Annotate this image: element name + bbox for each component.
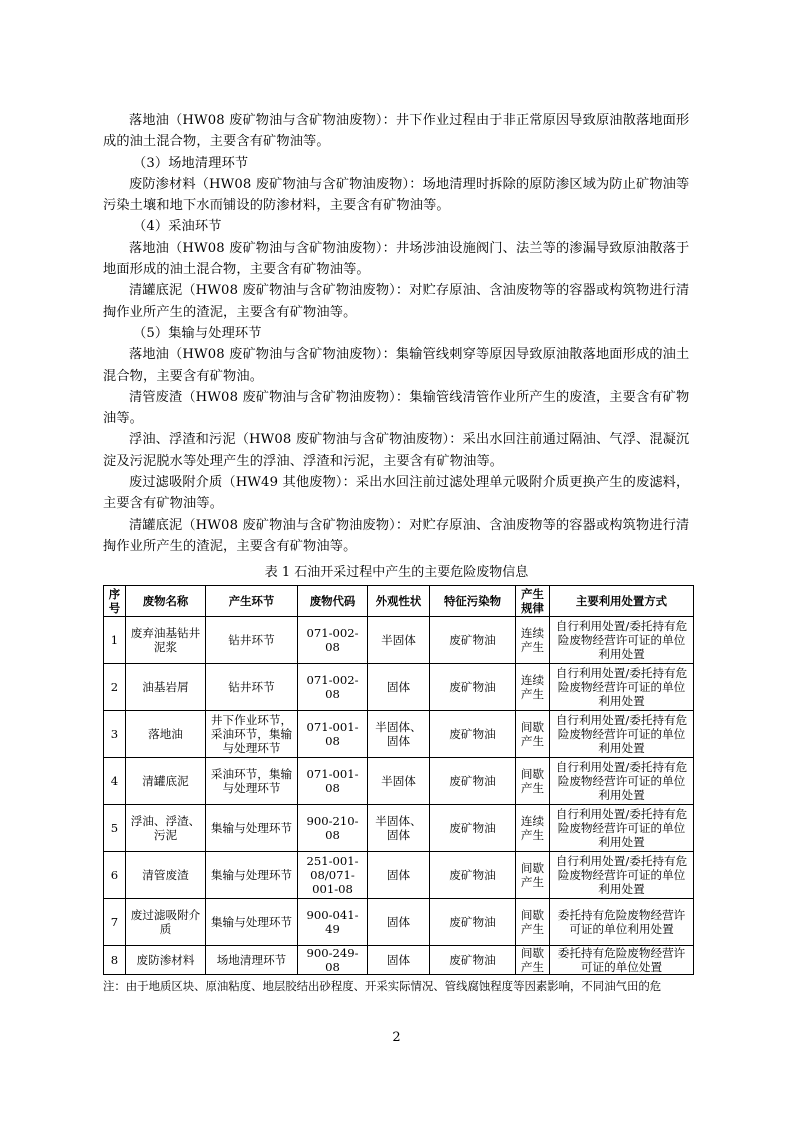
table-row [104, 617, 694, 664]
table-cell: 自行利用处置/委托持有危险废物经营许可证的单位利用处置 [550, 758, 694, 805]
table-cell: 固体 [368, 664, 430, 711]
table-cell: 251-001-08/071-001-08 [298, 852, 368, 899]
table-row [104, 711, 694, 758]
table-row [104, 852, 694, 899]
table-cell: 废矿物油 [430, 758, 516, 805]
table-cell: 071-001-08 [298, 711, 368, 758]
paragraph: 落地油（HW08 废矿物油与含矿物油废物）：集输管线刺穿等原因导致原油散落地面形成的油土混合物，主要含有矿物油。 [103, 347, 690, 384]
table-cell: 废矿物油 [430, 711, 516, 758]
table-cell: 6 [104, 852, 126, 899]
table-cell: 集输与处理环节 [206, 805, 298, 852]
table-cell: 油基岩屑 [126, 664, 206, 711]
table-cell: 071-002-08 [298, 617, 368, 664]
table-cell: 连续产生 [516, 664, 550, 711]
table-row [104, 805, 694, 852]
table-cell: 采油环节，集输与处理环节 [206, 758, 298, 805]
table-cell: 落地油 [126, 711, 206, 758]
table-cell: 委托持有危险废物经营许可证的单位利用处置 [550, 899, 694, 946]
paragraph: 清罐底泥（HW08 废矿物油与含矿物油废物）：对贮存原油、含油废物等的容器或构筑物进行清掏作业所产生的渣泥，主要含有矿物油等。 [103, 283, 690, 320]
body-text [103, 110, 693, 557]
table-cell: 废矿物油 [430, 805, 516, 852]
table-cell: 井下作业环节，采油环节，集输与处理环节 [206, 711, 298, 758]
table-cell: 半固体、固体 [368, 711, 430, 758]
table-cell: 集输与处理环节 [206, 852, 298, 899]
table-cell: 集输与处理环节 [206, 899, 298, 946]
table-cell: 场地清理环节 [206, 946, 298, 975]
section-heading: （4）采油环节 [133, 219, 222, 235]
table-cell: 8 [104, 946, 126, 975]
paragraph: 清罐底泥（HW08 废矿物油与含矿物油废物）：对贮存原油、含油废物等的容器或构筑物进行清掏作业所产生的渣泥，主要含有矿物油等。 [103, 517, 690, 554]
header-cell: 主要利用处置方式 [550, 586, 694, 617]
table-cell: 间歇产生 [516, 946, 550, 975]
header-cell: 废物代码 [298, 586, 368, 617]
table-cell: 5 [104, 805, 126, 852]
table-cell: 3 [104, 711, 126, 758]
table-cell: 自行利用处置/委托持有危险废物经营许可证的单位利用处置 [550, 852, 694, 899]
section-heading: （3）场地清理环节 [133, 155, 249, 171]
table-cell: 间歇产生 [516, 711, 550, 758]
table-cell: 半固体 [368, 617, 430, 664]
header-cell: 特征污染物 [430, 586, 516, 617]
table-cell: 连续产生 [516, 617, 550, 664]
paragraph: 落地油（HW08 废矿物油与含矿物油废物）：井下作业过程由于非正常原因导致原油散落地面形成的油土混合物，主要含有矿物油等。 [103, 113, 690, 150]
table-cell: 间歇产生 [516, 852, 550, 899]
hazardous-waste-table [103, 585, 694, 975]
table-cell: 半固体、固体 [368, 805, 430, 852]
table-cell: 浮油、浮渣、污泥 [126, 805, 206, 852]
paragraph: 清管废渣（HW08 废矿物油与含矿物油废物）：集输管线清管作业所产生的废渣，主要含有矿物油等。 [103, 389, 690, 427]
section-heading: （5）集输与处理环节 [133, 325, 262, 341]
table-row [104, 664, 694, 711]
header-cell: 产生环节 [206, 586, 298, 617]
table-cell: 半固体 [368, 758, 430, 805]
table-row [104, 758, 694, 805]
table-cell: 固体 [368, 899, 430, 946]
table-cell: 废过滤吸附介质 [126, 899, 206, 946]
paragraph: 废过滤吸附介质（HW49 其他废物）：采出水回注前过滤处理单元吸附介质更换产生的废滤料，主要含有矿物油等。 [103, 475, 690, 512]
table-row [104, 899, 694, 946]
table-cell: 1 [104, 617, 126, 664]
table-cell: 废矿物油 [430, 852, 516, 899]
table-cell: 自行利用处置/委托持有危险废物经营许可证的单位利用处置 [550, 805, 694, 852]
table-cell: 071-001-08 [298, 758, 368, 805]
table-cell: 自行利用处置/委托持有危险废物经营许可证的单位利用处置 [550, 617, 694, 664]
header-cell: 外观性状 [368, 586, 430, 617]
table-cell: 钻井环节 [206, 617, 298, 664]
table-cell: 废矿物油 [430, 899, 516, 946]
table-cell: 900-210-08 [298, 805, 368, 852]
table-cell: 2 [104, 664, 126, 711]
table-cell: 废矿物油 [430, 617, 516, 664]
header-cell: 废物名称 [126, 586, 206, 617]
paragraph: 落地油（HW08 废矿物油与含矿物油废物）：井场涉油设施阀门、法兰等的渗漏导致原油散落于地面形成的油土混合物，主要含有矿物油等。 [103, 240, 690, 278]
table-header-row [104, 586, 694, 617]
table-cell: 委托持有危险废物经营许可证的单位处置 [550, 946, 694, 975]
table-cell: 连续产生 [516, 805, 550, 852]
table-cell: 废防渗材料 [126, 946, 206, 975]
paragraph: 浮油、浮渣和污泥（HW08 废矿物油与含矿物油废物）：采出水回注前通过隔油、气浮、混凝沉淀及污泥脱水等处理产生的浮油、浮渣和污泥，主要含有矿物油等。 [103, 432, 690, 469]
table-cell: 间歇产生 [516, 899, 550, 946]
table-cell: 900-249-08 [298, 946, 368, 975]
table-cell: 钻井环节 [206, 664, 298, 711]
header-cell: 序号 [104, 586, 126, 617]
table-cell: 4 [104, 758, 126, 805]
table-cell: 自行利用处置/委托持有危险废物经营许可证的单位利用处置 [550, 664, 694, 711]
table-cell: 清管废渣 [126, 852, 206, 899]
page-number: 2 [392, 1030, 401, 1045]
table-cell: 废矿物油 [430, 946, 516, 975]
paragraph: 废防渗材料（HW08 废矿物油与含矿物油废物）：场地清理时拆除的原防渗区域为防止矿物油等污染土壤和地下水而铺设的防渗材料，主要含有矿物油等。 [103, 176, 690, 214]
table-cell: 固体 [368, 946, 430, 975]
table-cell: 固体 [368, 852, 430, 899]
table-cell: 7 [104, 899, 126, 946]
table-caption: 表 1 石油开采过程中产生的主要危险废物信息 [264, 565, 529, 580]
table-cell: 废矿物油 [430, 664, 516, 711]
table-cell: 900-041-49 [298, 899, 368, 946]
table-cell: 自行利用处置/委托持有危险废物经营许可证的单位利用处置 [550, 711, 694, 758]
table-cell: 071-002-08 [298, 664, 368, 711]
table-row [104, 946, 694, 975]
table-cell: 间歇产生 [516, 758, 550, 805]
header-cell: 产生规律 [516, 586, 550, 617]
table-cell: 废弃油基钻井泥浆 [126, 617, 206, 664]
table-cell: 清罐底泥 [126, 758, 206, 805]
table-note: 注：由于地质区块、原油粘度、地层胶结出砂程度、开采实际情况、管线腐蚀程度等因素影响，不同油气田的危 [103, 979, 662, 993]
